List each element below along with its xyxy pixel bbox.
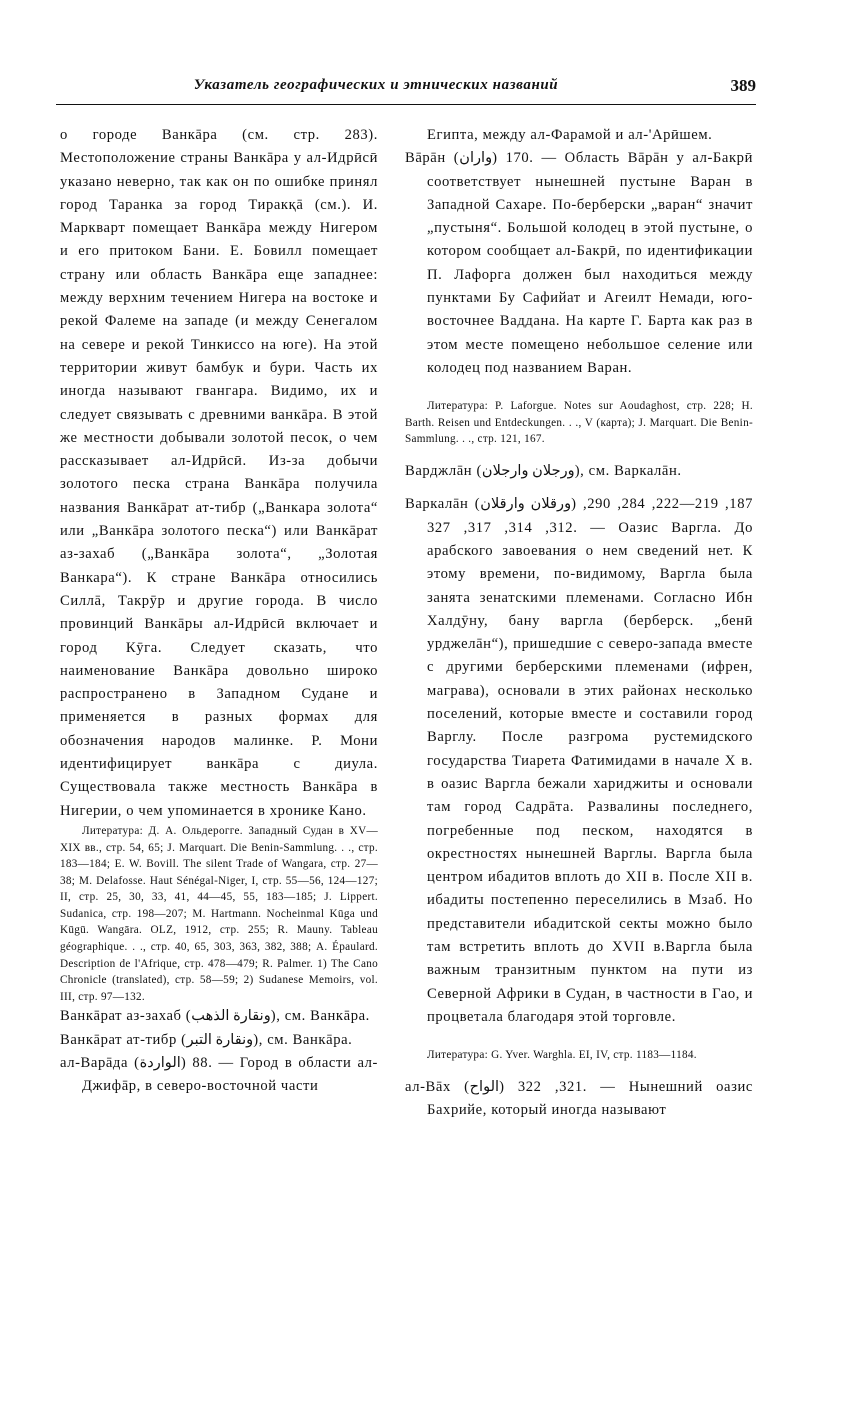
index-entry-vardzhlan: Варджлāн (ورجلان وارجلان), см. Варкалāн. [405,463,682,480]
entry-continuation-varada: Египта, между ал-Фарамой и ал-'Арӣшем. [427,127,713,143]
index-entry-varan: Вāрāн (واران) 170. — Область Вāрāн у ал-Бакрӣ соответствует нынешней пустыне Варан в Западной Сахаре. По-берберски „варан“ значит „пустыня“. Большой колодец в этой пустыне, о котором сообщает ал-Бакрӣ, по идентификации П. Лафорга должен был находиться между пунктами Бу Сафийат и Агеилт Немади, юго-восточнее Ваддана. На карте Г. Барта как раз в этом месте помещено небольшое селение или колодец под названием Варан. [405,150,753,376]
running-title: Указатель географических и этнических названий [193,77,559,93]
entry-continuation-vankara: о городе Ванкāра (см. стр. 283). Местоположение страны Ванкāра у ал-Идрӣсӣ указано неверно, так как он по ошибке принял город Таранка за город Тиракқā (см.). И. Маркварт помещает Ванкāра между Нигером и его притоком Бани. Е. Бовилл помещает страну или область Ванкāра еще западнее: между верхним течением Нигера на востоке и рекой Фалеме на западе (и между Сенегалом на севере и рекой Тинкиссо на юге). На этой территории живут бамбук и бури. Часть их иногда называют гвангара. Видимо, их и следует связывать с древними ванкāра. В этой же местности добывали золотой песок, о чем рассказывает ал-Идрӣсӣ. Из-за добычи золотого песка страна Ванкāра получила названия Ванкāрат ат-тибр („Ванкара золота“ или „Ванкāра золотого песка“) или Ванкāрат аз-захаб („Ванкāра золота“, „Золотая Ванкара“). К стране Ванкāра относились Силлā, Такрӯр и другие города. В число провинций Ванкāры ал-Идрӣсӣ включает и город Кӯга. Следует сказать, что наименование Ванкāра довольно широко распространено в Западном Судане и применяется в разных формах для обозначения народов малинке. Р. Мони идентифицирует ванкāра с диула. Существовала также местность Ванкāра в Нигерии, о чем упоминается в хронике Кано. [60,127,378,819]
literature-note-vankara: Литература: Д. А. Ольдерогге. Западный Судан в XV—XIX вв., стр. 54, 65; J. Marquart. Die Benin-Sammlung. . ., стр. 183—184; E. W. Bovill. The silent Trade of Wangara, стр. 27—38; M. Delafosse. Haut Sénégal-Niger, I, стр. 55—56, 124—127; II, стр. 25, 30, 33, 41, 44—45, 55, 183—185; J. Lippert. Sudanica, стр. 198—207; M. Hartmann. Nocheinmal Kūga und Kūgū. Wangāra. OLZ, 1912, стр. 255; R. Mauny. Tableau géographique. . ., стр. 40, 65, 303, 363, 382, 388; A. Épaulard. Description de l'Afrique, стр. 478—479; R. Palmer. 1) The Cano Chronicle (translated), стр. 58—59; 2) Sudanese Memoirs, vol. III, стр. 97—132. [60,824,378,1003]
page-header [56,74,756,105]
index-entry-vankarat-az-zahab: Ванкāрат аз-захаб (ونقارة الذهب), см. Ванкāра. [60,1008,370,1025]
literature-note-varan: Литература: P. Laforgue. Notes sur Aoudaghost, стр. 228; H. Barth. Reisen und Entdeckungen. . ., V (карта); J. Marquart. Die Benin-Sammlung. . ., стр. 121, 167. [405,400,753,446]
index-entry-al-vah: ал-Вāх (الواح) 321, 322. — Нынешний оазис Бахрийе, который иногда называют [405,1078,753,1119]
index-entry-varkalan: Варкалāн (ورقلان وارقلان) 187, 219—222, 284, 290, 312, 314, 317, 327. — Оазис Варгла. До арабского завоевания о нем сведений нет. К этому времени, по-видимому, Варгла была занята зенатскими племенами. Согласно Ибн Халдӯну, бану варгла (берберск. „бенӣ урджелāн“), пришедшие с северо-запада вместе с другими берберскими племенами (ифрен, маграва), основали в этих районах несколько поселений, которые вместе и составили город Варглу. После разгрома рустемидского государства Тиарета Фатимидами в начале X в. в оазис Варгла бежали хариджиты и основали там город Садрāта. Развалины последнего, погребенные под песком, находятся в окрестностях нынешней Варглы. Варгла была центром ибадитов вплоть до XII в. После XII в. ибадиты постепенно переселились в Мзаб. Но представители ибадитской секты можно было там встретить вплоть до XVII в.Варгла была важным транзитным пунктом на пути из Северной Африки в Судан, в частности в Гао, и процветала благодаря этой торговле. [405,496,753,1025]
page-number: 389 [730,76,756,95]
right-column [405,124,753,1122]
index-entry-al-varada: ал-Варāда (الواردة) 88. — Город в области ал-Джифāр, в северо-восточной части [60,1055,378,1095]
literature-note-varkalan: Литература: G. Yver. Warghla. EI, IV, стр. 1183—1184. [427,1049,697,1062]
left-column [60,124,378,1099]
index-entry-vankarat-at-tibr: Ванкāрат ат-тибр (ونقارة التبر), см. Ванкāра. [60,1031,353,1048]
